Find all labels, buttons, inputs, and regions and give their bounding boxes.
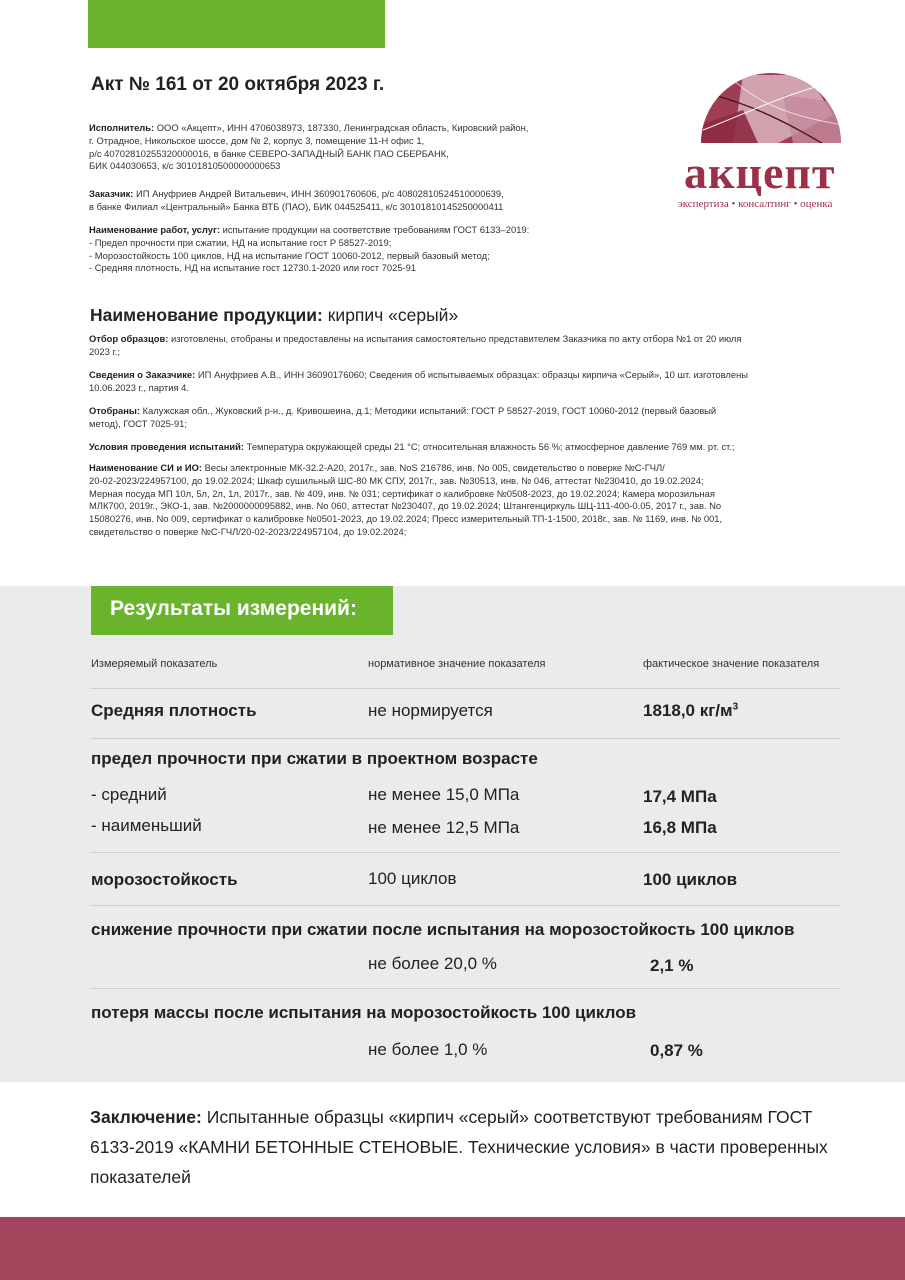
divider	[91, 688, 840, 689]
instruments-line: Мерная посуда МП 10л, 5л, 2л, 1л, 2017г., зав. № 409, инв. № 031; сертификат о калибровке №0508-2023, до 19.02.2024; Камера морозильная	[89, 487, 715, 499]
strength-loss-title: снижение прочности при сжатии после испытания на морозостойкость 100 циклов	[91, 920, 795, 939]
customer-info-line: 10.06.2023 г., партия 4.	[89, 381, 189, 393]
executor-line: ООО «Акцепт», ИНН 4706038973, 187330, Ленинградская область, Кировский район,	[156, 122, 529, 133]
works-line: испытание продукции на соответствие требованиям ГОСТ 6133–2019:	[222, 224, 530, 235]
mass-loss-title: потеря массы после испытания на морозостойкость 100 циклов	[91, 1003, 637, 1022]
results-title: Результаты измерений:	[110, 597, 357, 620]
strength-loss-value: 2,1 %	[650, 956, 694, 975]
instruments-label: Наименование СИ и ИО:	[89, 462, 203, 473]
instruments-line: 15080276, инв. No 009, сертификат о калибровке №0501-2023, до 19.02.2024; Пресс измерительный ТП-1-1500, 2018г., зав. № 1169, инв. № 001,	[89, 513, 723, 525]
column-header-normative: нормативное значение показателя	[368, 658, 546, 670]
strength-loss-norm: не более 20,0 %	[368, 954, 497, 973]
conditions-block	[89, 441, 829, 454]
sampled-block	[89, 405, 829, 431]
act-title: Акт № 161 от 20 октября 2023 г.	[91, 74, 385, 95]
divider	[91, 738, 840, 739]
frost-label: морозостойкость	[91, 870, 238, 889]
sampling-line: изготовлены, отобраны и предоставлены на испытания самостоятельно представителем Заказчика по акту отбора №1 от 20 июля	[170, 333, 742, 344]
logo-word: акцепт	[684, 147, 836, 198]
customer-line: в банке Филиал «Центральный» Банка ВТБ (ПАО), БИК 044525411, к/с 30101810145250000411	[89, 200, 504, 212]
strength-min-norm: не менее 12,5 МПа	[368, 818, 520, 837]
conclusion-label: Заключение:	[90, 1107, 202, 1127]
customer-info-label: Сведения о Заказчике:	[89, 369, 196, 380]
strength-title: предел прочности при сжатии в проектном возрасте	[91, 749, 538, 768]
top-green-bar	[88, 0, 385, 48]
mass-loss-norm: не более 1,0 %	[368, 1040, 488, 1059]
instruments-line: Весы электронные МК-32.2-А20, 2017г., зав. NoS 216786, инв. No 005, свидетельство о поверке №С-ГЧЛ/	[204, 462, 665, 473]
executor-line: р/с 40702810255320000016, в банке СЕВЕРО-ЗАПАДНЫЙ БАНК ПАО СБЕРБАНК,	[89, 147, 449, 159]
density-number: 1818,0 кг/м	[643, 701, 733, 720]
works-block	[89, 224, 649, 275]
divider	[91, 988, 840, 989]
strength-avg-value: 17,4 МПа	[643, 787, 717, 806]
works-line: - Предел прочности при сжатии, НД на испытание гост Р 58527-2019;	[89, 236, 392, 248]
density-norm: не нормируется	[368, 701, 493, 720]
sampling-label: Отбор образцов:	[89, 333, 169, 344]
strength-min-label: - наименьший	[91, 816, 202, 835]
conclusion	[90, 1102, 850, 1192]
customer-label: Заказчик:	[89, 188, 134, 199]
customer-block	[89, 188, 609, 214]
works-line: - Морозостойкость 100 циклов, НД на испытание ГОСТ 10060-2012, первый базовый метод;	[89, 249, 490, 261]
logo-tagline: экспертиза • консалтинг • оценка	[678, 198, 833, 210]
column-header-actual: фактическое значение показателя	[643, 658, 820, 670]
frost-value: 100 циклов	[643, 870, 738, 889]
instruments-line: МЛК700, 2019г., ЭКО-1, зав. №2000000095882, инв. No 060, аттестат №230407, до 19.02.2024; Штангенциркуль ШЦ-111-400-0.05, 2017 г., зав. No	[89, 500, 722, 512]
executor-block	[89, 122, 589, 173]
density-label: Средняя плотность	[91, 701, 257, 720]
instruments-line: свидетельство о поверке №С-ГЧЛ/20-02-2023/224957104, до 19.02.2024;	[89, 525, 407, 537]
customer-info-line: ИП Ануфриев А.В., ИНН 36090176060; Сведения об испытываемых образцах: образцы кирпича «Серый», 10 шт. изготовлены	[197, 369, 748, 380]
instruments-line: 20-02-2023/224957100, до 19.02.2024; Шкаф сушильный ШС-80 МК СПУ, 2017г., зав. №30513, инв. № 046, аттестат №230410, до 19.02.2024;	[89, 474, 704, 486]
sampled-line: метод), ГОСТ 7025-91;	[89, 417, 187, 429]
strength-avg-norm: не менее 15,0 МПа	[368, 785, 520, 804]
strength-avg-label: - средний	[91, 785, 167, 804]
executor-line: г. Отрадное, Никольское шоссе, дом № 2, корпус 3, помещение 11-Н офис 1,	[89, 134, 425, 146]
product-label: Наименование продукции:	[90, 305, 323, 325]
strength-min-value: 16,8 МПа	[643, 818, 717, 837]
column-header-indicator: Измеряемый показатель	[91, 658, 218, 670]
instruments-block	[89, 462, 829, 539]
conclusion-text: Испытанные образцы «кирпич «серый» соответствуют требованиям ГОСТ 6133-2019 «КАМНИ БЕТОННЫЕ СТЕНОВЫЕ. Технические условия» в части проверенных показателей	[90, 1107, 828, 1187]
bottom-burgundy-bar	[0, 1217, 905, 1280]
density-unit-superscript: 3	[732, 701, 739, 713]
works-line: - Средняя плотность, НД на испытание гост 12730.1-2020 или гост 7025-91	[89, 262, 417, 274]
works-label: Наименование работ, услуг:	[89, 224, 220, 235]
customer-line: ИП Ануфриев Андрей Витальевич, ИНН 360901760606, р/с 40802810524510000639,	[136, 188, 504, 199]
sampled-label: Отобраны:	[89, 405, 141, 416]
frost-norm: 100 циклов	[368, 869, 457, 888]
executor-label: Исполнитель:	[89, 122, 155, 133]
sampled-line: Калужская обл., Жуковский р-н., д. Кривошеина, д.1; Методики испытаний: ГОСТ Р 58527-2019, ГОСТ 10060-2012 (первый базовый	[142, 405, 717, 416]
mass-loss-value: 0,87 %	[650, 1041, 703, 1060]
product-value: кирпич «серый»	[327, 305, 459, 325]
product-title	[90, 305, 458, 326]
density-value	[643, 701, 738, 721]
executor-line: БИК 044030653, к/с 30101810500000000653	[89, 160, 281, 172]
sampling-line: 2023 г.;	[89, 345, 120, 357]
customer-info-block	[89, 369, 829, 395]
divider	[91, 852, 840, 853]
sampling-block	[89, 333, 829, 359]
conditions-text: Температура окружающей среды 21 °С; относительная влажность 56 %; атмосферное давление 769 мм. рт. ст.;	[246, 441, 735, 452]
conditions-label: Условия проведения испытаний:	[89, 441, 245, 452]
divider	[91, 905, 840, 906]
